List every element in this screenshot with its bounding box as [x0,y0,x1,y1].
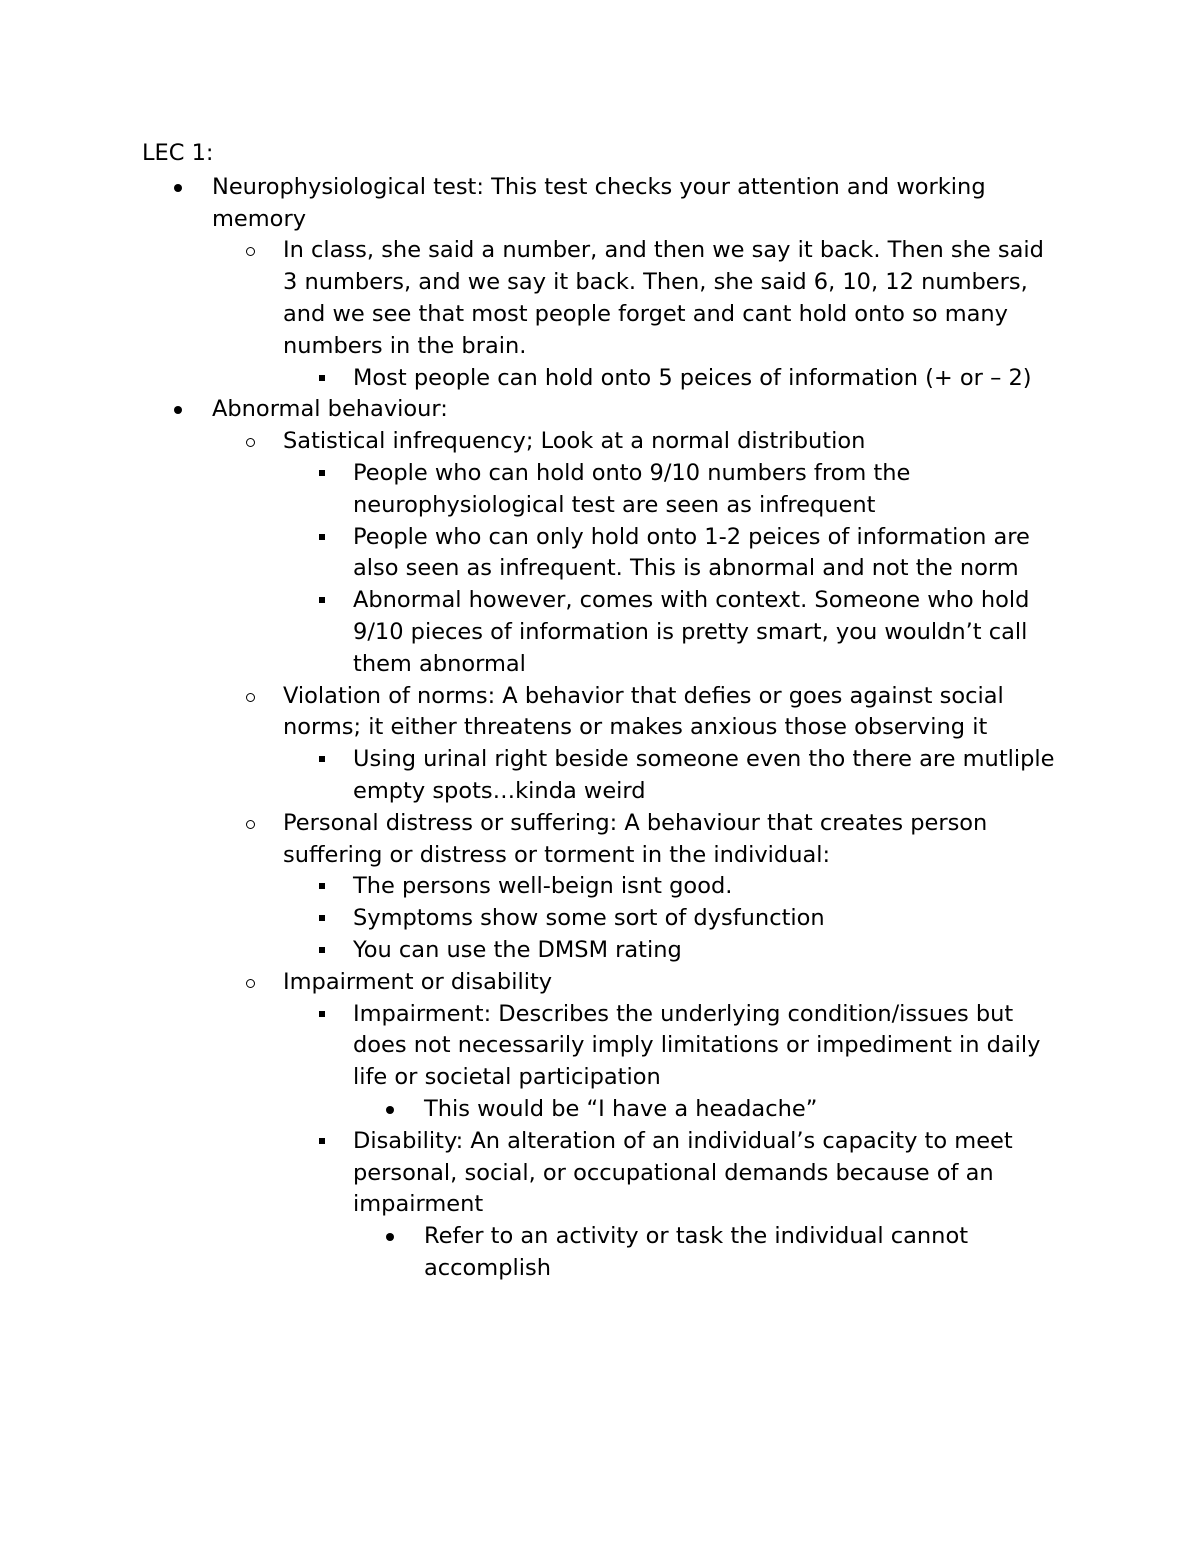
bullet-circle-icon [246,426,260,458]
bullet-square-icon [318,363,332,395]
list-item-text: Personal distress or suffering: A behaviour that creates person suffering or distress or torment in the individual: [283,809,988,868]
list-item-text: Impairment or disability [283,968,553,995]
list-item [212,808,1062,967]
bullet-dot-icon [386,1221,400,1253]
list-item [283,744,1062,808]
list-item [283,1126,1062,1285]
list-item [142,172,1062,395]
bullet-circle-icon [246,967,260,999]
list-item [283,871,1062,903]
list-item-text: Most people can hold onto 5 peices of information (+ or – 2) [353,364,1032,391]
list-item-text: The persons well-beign isnt good. [353,873,733,900]
outline-list [142,172,1062,1285]
bullet-square-icon [318,871,332,903]
bullet-square-icon [318,522,332,554]
bullet-circle-icon [246,681,260,713]
list-item-text: Abnormal behaviour: [212,396,448,423]
list-item-text: People who can hold onto 9/10 numbers from the neurophysiological test are seen as infrequent [353,459,911,518]
bullet-circle-icon [246,808,260,840]
bullet-dot-icon [174,394,188,426]
list-item [142,394,1062,1284]
list-item-text: In class, she said a number, and then we say it back. Then she said 3 numbers, and we say it back. Then, she said 6, 10, 12 numbers, and we see that most people forget and cant hold onto so many numbers in the brain. [283,237,1044,359]
list-item-text: Neurophysiological test: This test checks your attention and working memory [212,173,986,232]
list-item [212,681,1062,808]
list-item-text: Using urinal right beside someone even tho there are mutliple empty spots…kinda weird [353,746,1055,804]
list-item [353,1094,1062,1126]
list-item [212,235,1062,394]
list-item-text: Impairment: Describes the underlying condition/issues but does not necessarily imply limitations or impediment in daily life or societal participation [353,1000,1041,1091]
list-item [283,363,1062,395]
list-item [283,999,1062,1126]
list-item [283,585,1062,680]
list-item-text: This would be “I have a headache” [424,1095,818,1122]
list-item-text: Disability: An alteration of an individual’s capacity to meet personal, social, or occupational demands because of an impairment [353,1127,1013,1218]
bullet-square-icon [318,585,332,617]
bullet-square-icon [318,903,332,935]
list-item [283,935,1062,967]
list-item-text: Violation of norms: A behavior that defies or goes against social norms; it either threatens or makes anxious those observing it [283,682,1004,741]
bullet-square-icon [318,458,332,490]
document-body [142,138,1062,1285]
list-item-text: You can use the DMSM rating [353,936,682,963]
bullet-dot-icon [174,172,188,204]
list-item [212,967,1062,1285]
list-item [353,1221,1062,1285]
list-item [283,903,1062,935]
page-title: LEC 1: [142,140,214,166]
list-item [283,458,1062,522]
list-item-text: Satistical infrequency; Look at a normal distribution [283,428,866,455]
list-item-text: Abnormal however, comes with context. Someone who hold 9/10 pieces of information is pretty smart, you wouldn’t call them abnormal [353,587,1030,677]
bullet-circle-icon [246,235,260,267]
bullet-square-icon [318,744,332,776]
list-item [212,426,1062,680]
bullet-square-icon [318,935,332,967]
list-item-text: Symptoms show some sort of dysfunction [353,905,825,932]
list-item [283,522,1062,586]
bullet-square-icon [318,1126,332,1158]
bullet-square-icon [318,999,332,1031]
list-item-text: Refer to an activity or task the individual cannot accomplish [424,1223,969,1281]
list-item-text: People who can only hold onto 1-2 peices of information are also seen as infrequent. This is abnormal and not the norm [353,523,1030,582]
bullet-dot-icon [386,1094,400,1126]
